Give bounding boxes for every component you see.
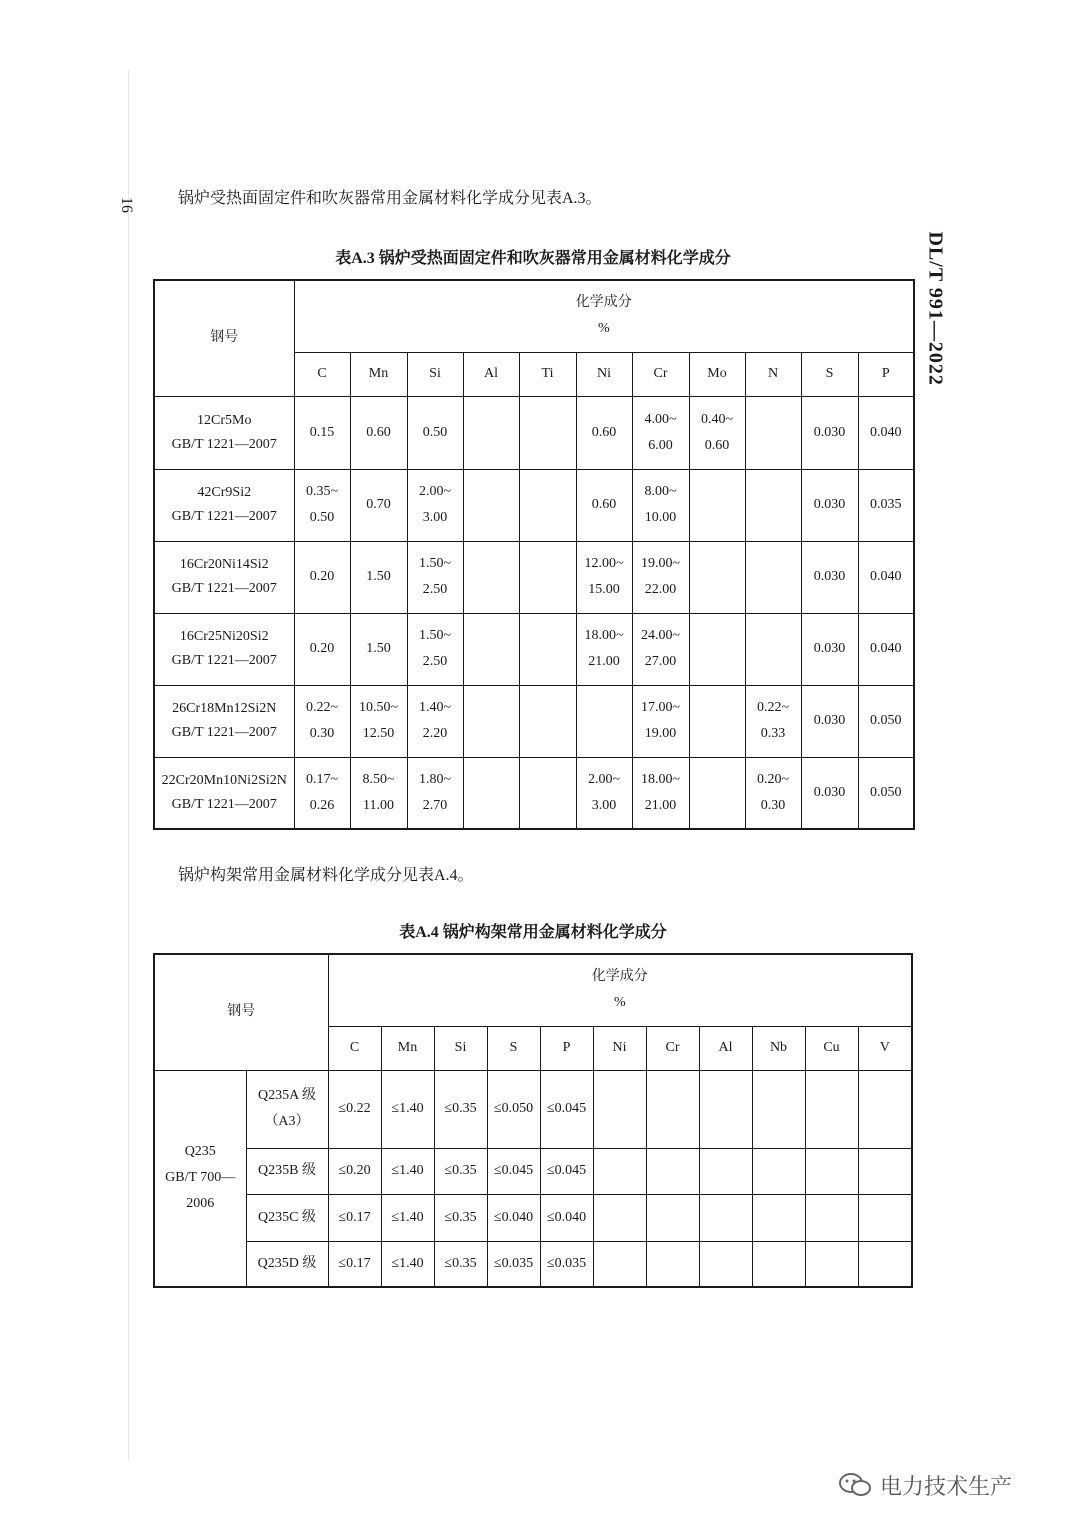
grade-standard: GB/T 1221—2007 — [171, 653, 277, 668]
value-cell-c — [294, 469, 350, 541]
value-cell-s — [801, 613, 858, 685]
subgrade-line: Q235B 级 — [258, 1163, 316, 1178]
value-cell-nb — [752, 1070, 805, 1148]
value-cell-nb — [752, 1241, 805, 1287]
value-cell-al — [699, 1194, 752, 1241]
caption-a4: 表A.4 锅炉构架常用金属材料化学成分 — [399, 924, 667, 941]
value-cell-c: ≤0.17 — [328, 1194, 381, 1241]
value-line: 19.00 — [644, 726, 677, 741]
value-line: 0.030 — [813, 497, 846, 512]
steel-header-text: 钢号 — [210, 330, 239, 346]
value-line: 0.60 — [704, 437, 730, 453]
steel-grade-cell — [154, 469, 294, 541]
value-cell-p — [858, 396, 914, 469]
grade-standard: GB/T 1221—2007 — [171, 796, 277, 812]
steel-header — [154, 954, 328, 1070]
steel-grade: 12Cr5Mo — [197, 412, 252, 428]
value-line: 0.030 — [813, 641, 846, 656]
value-cell-cr — [632, 396, 689, 469]
value-line: 0.33 — [760, 726, 786, 741]
value-line: 1.50~ — [418, 556, 452, 571]
value-cell-s: ≤0.040 — [487, 1194, 540, 1241]
group-grade-cell — [154, 1070, 246, 1287]
value-cell-c — [294, 396, 350, 469]
value-cell-c — [294, 613, 350, 685]
value-cell-s: ≤0.045 — [487, 1148, 540, 1194]
value-cell-mo — [689, 469, 745, 541]
value-cell-ni — [593, 1070, 646, 1148]
value-line: 2.00~ — [418, 484, 452, 499]
column-header-s: S — [801, 352, 858, 396]
value-line: 0.050 — [870, 784, 902, 800]
value-cell-al — [463, 685, 519, 757]
value-cell-mn: ≤1.40 — [381, 1241, 434, 1287]
value-cell-p — [858, 469, 914, 541]
subgrade-line: Q235D 级 — [257, 1255, 317, 1271]
value-cell-cr — [646, 1194, 699, 1241]
value-line: 0.60 — [591, 424, 617, 440]
column-header-al: Al — [699, 1026, 752, 1070]
value-cell-si: ≤0.35 — [434, 1148, 487, 1194]
value-cell-al — [699, 1148, 752, 1194]
column-header-mn: Mn — [381, 1026, 434, 1070]
value-cell-al — [463, 541, 519, 613]
table-row — [154, 469, 914, 541]
value-cell-mn: ≤1.40 — [381, 1070, 434, 1148]
group-standard: GB/T 700—2006 — [165, 1170, 236, 1212]
value-line: 8.00~ — [644, 484, 677, 499]
column-header-mn: Mn — [350, 352, 407, 396]
value-line: 6.00 — [648, 437, 673, 453]
value-line: 0.60 — [366, 424, 391, 440]
value-line: 21.00 — [644, 797, 677, 813]
value-cell-c: ≤0.22 — [328, 1070, 381, 1148]
value-line: 0.040 — [870, 641, 902, 656]
value-cell-mn — [350, 469, 407, 541]
value-line: 0.035 — [870, 497, 902, 512]
composition-header — [328, 954, 912, 1026]
steel-grade: 42Cr9Si2 — [197, 485, 252, 500]
value-line: 2.50 — [422, 654, 448, 669]
value-line: 0.60 — [591, 497, 617, 512]
value-cell-cu — [805, 1241, 858, 1287]
value-cell-al — [463, 757, 519, 829]
subgrade-line: Q235C 级 — [258, 1209, 316, 1225]
grade-standard: GB/T 1221—2007 — [171, 436, 277, 452]
subgrade-cell — [246, 1194, 328, 1241]
value-line: 0.50 — [309, 510, 335, 525]
value-cell-p — [858, 541, 914, 613]
value-cell-mn — [350, 541, 407, 613]
value-cell-s: ≤0.050 — [487, 1070, 540, 1148]
column-header-cu: Cu — [805, 1026, 858, 1070]
value-cell-c — [294, 685, 350, 757]
value-line: 0.50 — [422, 424, 448, 440]
value-line: 0.040 — [870, 424, 902, 440]
value-cell-cr — [646, 1241, 699, 1287]
value-cell-n — [745, 469, 801, 541]
column-header-mo: Mo — [689, 352, 745, 396]
table-a4 — [153, 953, 913, 1288]
value-cell-si — [407, 469, 463, 541]
value-cell-ni — [593, 1241, 646, 1287]
value-line: 17.00~ — [640, 700, 681, 715]
value-cell-mn: ≤1.40 — [381, 1194, 434, 1241]
value-cell-mo — [689, 541, 745, 613]
column-header-nb: Nb — [752, 1026, 805, 1070]
value-cell-ti — [519, 757, 576, 829]
table-row — [154, 1194, 912, 1241]
composition-unit: % — [597, 321, 610, 337]
value-cell-s — [801, 469, 858, 541]
value-cell-cr — [632, 469, 689, 541]
steel-header — [154, 280, 294, 396]
value-line: 2.00~ — [587, 771, 621, 787]
value-line: 1.50~ — [418, 628, 452, 643]
value-line: 0.35~ — [305, 484, 339, 499]
value-line: 3.00 — [591, 797, 617, 813]
table-row — [154, 757, 914, 829]
value-cell-si — [407, 396, 463, 469]
value-cell-ti — [519, 396, 576, 469]
value-cell-al — [463, 469, 519, 541]
value-line: 0.15 — [309, 424, 335, 440]
value-cell-c — [294, 757, 350, 829]
column-header-ni: Ni — [593, 1026, 646, 1070]
value-line: 8.50~ — [362, 771, 395, 787]
value-line: 2.50 — [422, 582, 448, 597]
value-cell-nb — [752, 1148, 805, 1194]
value-line: 24.00~ — [640, 628, 681, 643]
value-cell-cr — [646, 1148, 699, 1194]
column-header-s: S — [487, 1026, 540, 1070]
value-cell-cr — [632, 757, 689, 829]
value-cell-cr — [632, 685, 689, 757]
value-line: 27.00 — [644, 654, 677, 669]
value-cell-p: ≤0.045 — [540, 1148, 593, 1194]
group-grade: Q235 — [184, 1144, 216, 1160]
value-line: 18.00~ — [640, 771, 681, 787]
table-a3 — [153, 279, 915, 830]
value-cell-mn — [350, 757, 407, 829]
subgrade-cell — [246, 1148, 328, 1194]
value-cell-mn: ≤1.40 — [381, 1148, 434, 1194]
value-cell-s — [801, 541, 858, 613]
composition-header-text: 化学成分 — [575, 295, 632, 311]
wechat-icon — [838, 1471, 872, 1499]
value-line: 2.70 — [422, 797, 448, 813]
value-cell-s — [801, 757, 858, 829]
grade-standard: GB/T 1221—2007 — [171, 725, 277, 740]
composition-header-text: 化学成分 — [591, 969, 648, 985]
value-line: 10.00 — [644, 510, 677, 525]
value-cell-v — [858, 1148, 912, 1194]
value-cell-ti — [519, 613, 576, 685]
value-cell-s — [801, 685, 858, 757]
value-cell-si — [407, 757, 463, 829]
value-cell-si — [407, 613, 463, 685]
value-cell-mo — [689, 613, 745, 685]
value-cell-p: ≤0.035 — [540, 1241, 593, 1287]
value-cell-mn — [350, 613, 407, 685]
steel-grade-cell — [154, 757, 294, 829]
value-cell-n — [745, 541, 801, 613]
value-line: 0.70 — [366, 497, 391, 512]
subgrade-cell — [246, 1241, 328, 1287]
value-cell-mo — [689, 396, 745, 469]
value-line: 12.00~ — [584, 556, 624, 571]
steel-header-text: 钢号 — [227, 1004, 256, 1020]
value-cell-s — [801, 396, 858, 469]
grade-standard: GB/T 1221—2007 — [171, 581, 277, 596]
caption-a3: 表A.3 锅炉受热面固定件和吹灰器常用金属材料化学成分 — [335, 250, 731, 267]
grade-standard: GB/T 1221—2007 — [171, 509, 277, 524]
column-header-cr: Cr — [632, 352, 689, 396]
value-line: 18.00~ — [584, 628, 624, 643]
scan-edge-line — [128, 70, 129, 1460]
value-line: 11.00 — [363, 797, 394, 813]
table-row — [154, 396, 914, 469]
watermark-text: 电力技术生产 — [880, 1474, 1013, 1500]
subgrade-cell — [246, 1070, 328, 1148]
value-line: 0.20 — [309, 569, 335, 584]
intro-a4: 锅炉构架常用金属材料化学成分见表A.4。 — [178, 867, 474, 884]
value-cell-mn — [350, 396, 407, 469]
value-line: 0.030 — [813, 424, 846, 440]
column-header-ti: Ti — [519, 352, 576, 396]
table-row — [154, 1070, 912, 1148]
value-line: 21.00 — [588, 654, 620, 669]
value-line: 0.22~ — [305, 700, 339, 715]
value-cell-p — [858, 685, 914, 757]
value-line: 4.00~ — [644, 411, 677, 427]
value-cell-mo — [689, 757, 745, 829]
value-line: 1.50 — [366, 641, 391, 656]
value-cell-cu — [805, 1194, 858, 1241]
value-cell-nb — [752, 1194, 805, 1241]
steel-grade: 16Cr20Ni14Si2 — [179, 557, 269, 572]
value-line: 0.050 — [870, 713, 902, 728]
value-cell-mo — [689, 685, 745, 757]
value-cell-v — [858, 1241, 912, 1287]
column-header-cr: Cr — [646, 1026, 699, 1070]
value-cell-p — [858, 613, 914, 685]
value-line: 1.80~ — [418, 771, 452, 787]
value-cell-c: ≤0.20 — [328, 1148, 381, 1194]
value-cell-ni — [576, 757, 632, 829]
value-line: 1.50 — [366, 569, 391, 584]
column-header-si: Si — [434, 1026, 487, 1070]
steel-grade-cell — [154, 396, 294, 469]
value-line: 0.030 — [813, 713, 846, 728]
value-cell-c: ≤0.17 — [328, 1241, 381, 1287]
steel-grade: 26Cr18Mn12Si2N — [172, 701, 277, 716]
value-line: 0.22~ — [756, 700, 790, 715]
value-line: 0.30 — [760, 797, 786, 813]
intro-a3: 锅炉受热面固定件和吹灰器常用金属材料化学成分见表A.3。 — [178, 190, 602, 207]
table-row — [154, 1148, 912, 1194]
value-line: 2.20 — [422, 726, 448, 741]
column-header-v: V — [858, 1026, 912, 1070]
value-line: 0.26 — [309, 797, 335, 813]
column-header-p: P — [540, 1026, 593, 1070]
value-cell-v — [858, 1070, 912, 1148]
value-cell-si: ≤0.35 — [434, 1241, 487, 1287]
value-cell-cu — [805, 1148, 858, 1194]
table-row — [154, 541, 914, 613]
value-cell-p: ≤0.040 — [540, 1194, 593, 1241]
column-header-al: Al — [463, 352, 519, 396]
value-cell-cr — [632, 613, 689, 685]
value-cell-ni — [576, 396, 632, 469]
value-cell-si — [407, 685, 463, 757]
value-line: 3.00 — [422, 510, 448, 525]
value-line: 0.20 — [309, 641, 335, 656]
value-cell-s: ≤0.035 — [487, 1241, 540, 1287]
value-cell-al — [463, 613, 519, 685]
value-cell-ni — [576, 469, 632, 541]
value-cell-cu — [805, 1070, 858, 1148]
value-cell-ni — [576, 613, 632, 685]
value-cell-ti — [519, 685, 576, 757]
value-line: 10.50~ — [358, 700, 399, 715]
value-cell-al — [699, 1241, 752, 1287]
value-cell-si: ≤0.35 — [434, 1194, 487, 1241]
watermark — [838, 1465, 1012, 1505]
steel-grade: 22Cr20Mn10Ni2Si2N — [161, 772, 287, 788]
subgrade-line: Q235A 级 — [258, 1088, 316, 1103]
value-line: 0.20~ — [756, 771, 790, 787]
value-cell-si — [407, 541, 463, 613]
value-line: 12.50 — [362, 726, 395, 741]
value-cell-si: ≤0.35 — [434, 1070, 487, 1148]
steel-grade-cell — [154, 541, 294, 613]
steel-grade: 16Cr25Ni20Si2 — [179, 629, 269, 644]
page-number: 16 — [118, 197, 135, 213]
value-cell-ti — [519, 469, 576, 541]
value-line: 0.30 — [309, 726, 335, 741]
value-line: 22.00 — [644, 582, 677, 597]
value-line: 0.040 — [870, 569, 902, 584]
value-cell-n — [745, 757, 801, 829]
steel-grade-cell — [154, 685, 294, 757]
table-row — [154, 685, 914, 757]
standard-code: DL/T 991—2022 — [924, 231, 947, 386]
value-cell-ni — [576, 541, 632, 613]
value-cell-al — [699, 1070, 752, 1148]
value-cell-c — [294, 541, 350, 613]
value-line: 19.00~ — [640, 556, 681, 571]
value-cell-ni — [576, 685, 632, 757]
column-header-ni: Ni — [576, 352, 632, 396]
value-cell-v — [858, 1194, 912, 1241]
table-row — [154, 1241, 912, 1287]
value-line: 0.40~ — [700, 411, 734, 427]
table-row — [154, 613, 914, 685]
column-header-c: C — [328, 1026, 381, 1070]
value-cell-ni — [593, 1194, 646, 1241]
value-cell-cr — [646, 1070, 699, 1148]
column-header-si: Si — [407, 352, 463, 396]
value-line: 0.030 — [813, 784, 846, 800]
value-line: 15.00 — [588, 582, 620, 597]
value-line: 0.17~ — [305, 771, 339, 787]
column-header-p: P — [858, 352, 914, 396]
value-cell-p — [858, 757, 914, 829]
value-line: 1.40~ — [418, 700, 452, 715]
value-cell-cr — [632, 541, 689, 613]
composition-header — [294, 280, 914, 352]
value-cell-al — [463, 396, 519, 469]
value-cell-n — [745, 613, 801, 685]
column-header-c: C — [294, 352, 350, 396]
value-cell-ti — [519, 541, 576, 613]
value-cell-p: ≤0.045 — [540, 1070, 593, 1148]
value-line: 0.030 — [813, 569, 846, 584]
column-header-n: N — [745, 352, 801, 396]
subgrade-line: （A3） — [264, 1114, 310, 1129]
value-cell-ni — [593, 1148, 646, 1194]
value-cell-mn — [350, 685, 407, 757]
value-cell-n — [745, 685, 801, 757]
composition-unit: % — [613, 995, 626, 1011]
steel-grade-cell — [154, 613, 294, 685]
value-cell-n — [745, 396, 801, 469]
